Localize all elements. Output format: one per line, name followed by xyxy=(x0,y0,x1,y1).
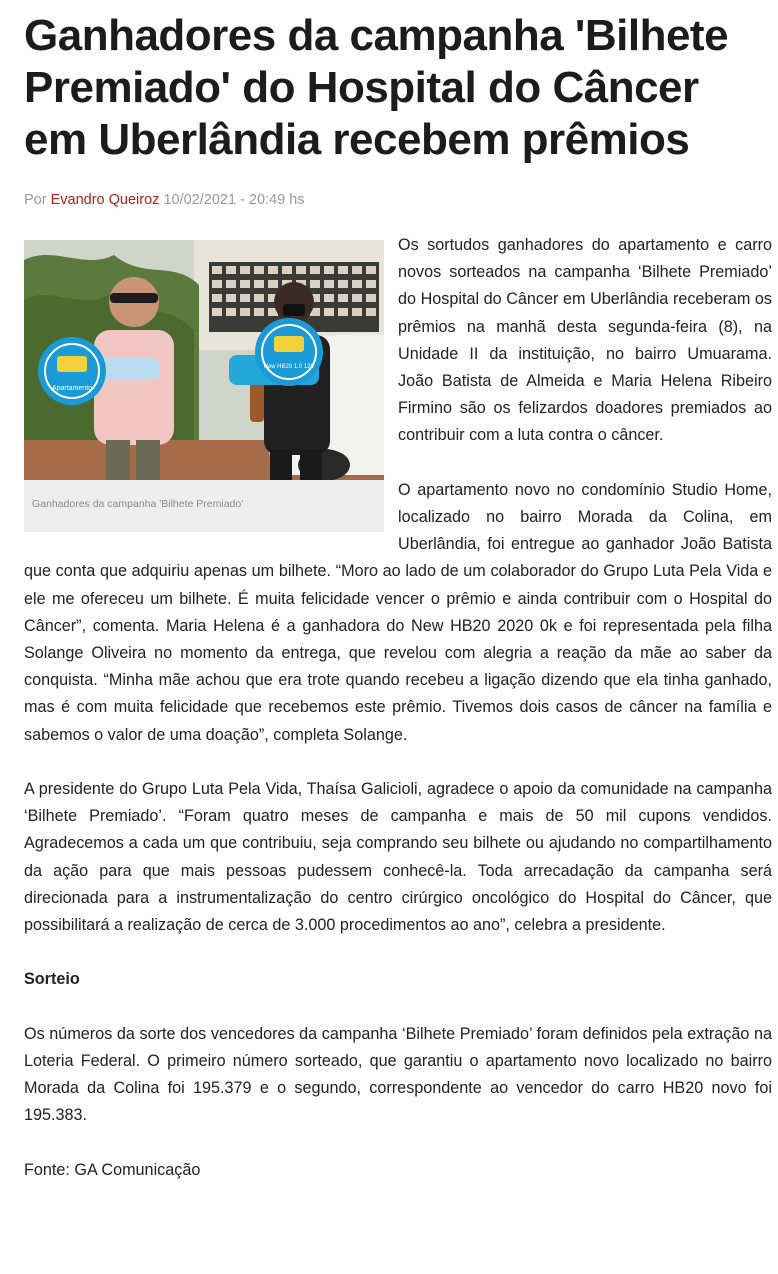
source-credit: Fonte: GA Comunicação xyxy=(24,1160,201,1179)
paragraph-2: O apartamento novo no condomínio Studio Home, localizado no bairro Morada da Colina, em Uberlândia, foi entregue ao ganhador João Batista que conta que adquiriu apenas um bilhete. “Moro ao lado de um colaborador do Grupo Luta Pela Vida e ele me ofereceu um bilhete. É muita felicidade vencer o prêmio e ainda contribuir com o Hospital do Câncer”, comenta. Maria Helena é a ganhadora do New HB20 2020 0k e foi representada pela filha Solange Oliveira no momento da entrega, que revelou com alegria a reação da mãe ao saber da conquista. “Minha mãe achou que era trote quando recebeu a ligação dizendo que ela tinha ganhado, mas é com muita felicidade que recebemos este prêmio. Tivemos dois casos de câncer na família e sabemos o valor de uma doação”, completa Solange. xyxy=(24,480,772,744)
paragraph-3: A presidente do Grupo Luta Pela Vida, Thaísa Galicioli, agradece o apoio da comunidade na campanha ‘Bilhete Premiado’. “Foram quatro meses de campanha e mais de 50 mil cupons vendidos. Agradecemos a cada um que contribuiu, seja comprando seu bilhete ou ajudando no compartilhamento da ação para que mais pessoas pudessem conhecê-la. Toda arrecadação da campanha será direcionada para a instrumentalização do centro cirúrgico oncológico do Hospital do Câncer, que possibilitará a realização de cerca de 3.000 procedimentos ao ano”, celebra a presidente. xyxy=(24,780,772,935)
article-photo[interactable] xyxy=(24,240,384,480)
author-link[interactable]: Evandro Queiroz xyxy=(50,192,160,208)
article xyxy=(24,0,772,1184)
subheading-sorteio: Sorteio xyxy=(24,970,80,989)
article-figure xyxy=(24,240,384,532)
sign-right-text: New HB20 1.0 12V xyxy=(263,364,315,370)
article-body xyxy=(24,232,772,1184)
byline-prefix: Por xyxy=(24,192,47,208)
publish-datetime: 10/02/2021 - 20:49 hs xyxy=(163,192,305,208)
sign-left-text: Apartamento xyxy=(51,385,93,392)
paragraph-1: Os sortudos ganhadores do apartamento e carro novos sorteados na campanha ‘Bilhete Premiado’ do Hospital do Câncer em Uberlândia receberam os prêmios na manhã desta segunda-feira (8), na Unidade II da instituição, no bairro Umuarama. João Batista de Almeida e Maria Helena Ribeiro Firmino são os felizardos doadores premiados ao contribuir com a luta contra o câncer. xyxy=(398,236,772,445)
byline xyxy=(24,192,772,212)
photo-caption: Ganhadores da campanha 'Bilhete Premiado' xyxy=(32,498,244,510)
paragraph-sorteio: Os números da sorte dos vencedores da campanha ‘Bilhete Premiado’ foram definidos pela extração na Loteria Federal. O primeiro número sorteado, que garantiu o apartamento novo localizado no bairro Morada da Colina foi 195.379 e o segundo, correspondente ao vencedor do carro HB20 novo foi 195.383. xyxy=(24,1024,772,1125)
article-title: Ganhadores da campanha 'Bilhete Premiado' do Hospital do Câncer em Uberlândia recebem prêmios xyxy=(24,11,729,164)
